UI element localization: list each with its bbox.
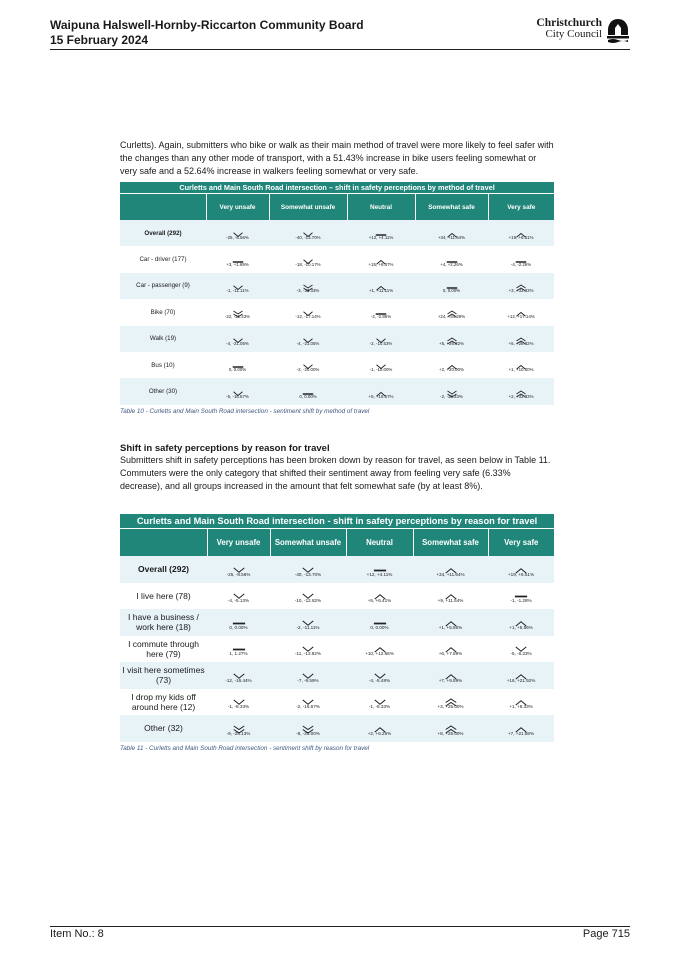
table-cell <box>488 662 554 689</box>
table-cell <box>269 246 347 272</box>
cell-value: +3, +1.69% <box>226 261 249 267</box>
single-down-chevron-icon <box>302 253 314 261</box>
row-label: Bike (70) <box>120 299 206 325</box>
single-up-chevron-icon <box>514 668 528 677</box>
table-cell <box>207 715 270 742</box>
reason-for-travel-table <box>120 514 554 742</box>
table-row <box>120 715 554 742</box>
table-row <box>120 636 554 663</box>
cell-value: -1, -11.11% <box>226 287 249 293</box>
cell-value: -2, -10.53% <box>369 340 393 346</box>
dash-icon <box>446 279 458 287</box>
double-up-chevron-icon <box>446 332 458 340</box>
single-down-chevron-icon <box>232 562 246 571</box>
logo-wordmark <box>536 18 602 40</box>
dash-icon <box>515 253 527 261</box>
table-cell <box>488 556 554 583</box>
table-row <box>120 609 554 636</box>
cell-value: +34, +11.64% <box>436 571 465 577</box>
table-cell <box>269 220 347 246</box>
cell-value: -25, -8.56% <box>226 571 251 577</box>
table-cell <box>346 636 413 663</box>
table-row <box>120 583 554 610</box>
council-logo <box>536 18 630 46</box>
cell-value: -2, -2.86% <box>370 314 392 320</box>
cell-value: -11, -13.92% <box>295 651 321 657</box>
single-down-chevron-icon <box>232 668 246 677</box>
double-down-chevron-icon <box>301 721 315 730</box>
table-cell <box>269 326 347 352</box>
table-row <box>120 662 554 689</box>
row-label: I visit here sometimes (73) <box>120 662 207 689</box>
cell-value: 0, 0.00% <box>229 624 248 630</box>
table-cell <box>206 299 269 325</box>
table-cell <box>413 609 488 636</box>
single-up-chevron-icon <box>444 641 458 650</box>
table-row <box>120 246 554 272</box>
cell-value: +8, +25.00% <box>437 730 464 736</box>
section-heading: Shift in safety perceptions by reason for travel <box>120 443 330 454</box>
table-cell <box>207 556 270 583</box>
cell-value: 0, 0.00% <box>228 367 247 373</box>
table-cell <box>488 583 554 610</box>
table-cell <box>269 299 347 325</box>
single-up-chevron-icon <box>375 385 387 393</box>
table-cell <box>270 689 346 716</box>
dash-icon <box>375 226 387 234</box>
cell-value: -12, -17.14% <box>295 314 321 320</box>
cell-value: +1, +5.56% <box>438 624 463 630</box>
single-up-chevron-icon <box>514 562 528 571</box>
table-cell <box>269 378 347 404</box>
cell-value: +6, +7.59% <box>438 651 463 657</box>
table-cell <box>488 689 554 716</box>
column-header: Very safe <box>488 529 554 557</box>
cell-value: -8, -25.00% <box>296 730 320 736</box>
column-header: Very unsafe <box>207 529 270 557</box>
dash-icon <box>514 588 528 597</box>
column-header: Somewhat unsafe <box>270 529 346 557</box>
table-cell <box>206 352 269 378</box>
cell-value: +19, +6.51% <box>507 571 535 577</box>
single-down-chevron-icon <box>232 279 244 287</box>
table-cell <box>415 378 488 404</box>
single-up-chevron-icon <box>444 615 458 624</box>
cell-value: -4, -21.05% <box>226 340 249 346</box>
dash-icon <box>302 385 314 393</box>
cell-value: +2, +33.33% <box>508 393 534 399</box>
dash-icon <box>373 562 387 571</box>
table-cell <box>415 220 488 246</box>
table-row <box>120 352 554 378</box>
column-header: Neutral <box>346 529 413 557</box>
single-down-chevron-icon <box>375 332 387 340</box>
row-label: Walk (19) <box>120 326 206 352</box>
row-label: Other (32) <box>120 715 207 742</box>
single-up-chevron-icon <box>375 279 387 287</box>
cell-value: +2, +20.00% <box>439 367 464 373</box>
single-up-chevron-icon <box>446 358 458 366</box>
table-cell <box>270 609 346 636</box>
single-down-chevron-icon <box>301 562 315 571</box>
cell-value: +3, +33.33% <box>508 287 534 293</box>
double-up-chevron-icon <box>515 332 527 340</box>
page-number: Page 715 <box>582 928 630 940</box>
table-row <box>120 689 554 716</box>
row-label: Car - driver (177) <box>120 246 206 272</box>
table-cell <box>347 273 415 299</box>
table-cell <box>488 636 554 663</box>
single-down-chevron-icon <box>301 668 315 677</box>
cell-value: -4, -5.13% <box>227 598 250 604</box>
single-down-chevron-icon <box>301 588 315 597</box>
table-cell <box>347 378 415 404</box>
table-title: Curletts and Main South Road intersection - shift in safety perceptions by reason for travel <box>120 514 554 529</box>
table-cell <box>346 556 413 583</box>
single-down-chevron-icon <box>373 668 387 677</box>
row-label: Overall (292) <box>120 220 206 246</box>
cell-value: -2, -33.33% <box>440 393 463 399</box>
cell-value: -1, -8.33% <box>368 704 391 710</box>
cell-value: -9, -28.13% <box>226 730 251 736</box>
method-of-travel-table <box>120 182 554 405</box>
cell-value: -25, -8.56% <box>226 235 249 241</box>
table-cell <box>346 583 413 610</box>
table-cell <box>346 689 413 716</box>
table-corner <box>120 194 206 221</box>
single-down-chevron-icon <box>302 226 314 234</box>
item-number: Item No.: 8 <box>50 928 104 940</box>
table-cell <box>413 636 488 663</box>
cell-value: 1, 1.27% <box>229 651 248 657</box>
cell-value: -1, -1.28% <box>510 598 532 604</box>
single-up-chevron-icon <box>375 253 387 261</box>
table-cell <box>415 299 488 325</box>
double-down-chevron-icon <box>232 721 246 730</box>
double-down-chevron-icon <box>232 305 244 313</box>
table-cell <box>488 299 554 325</box>
cell-value: +12, +4.11% <box>368 235 394 241</box>
table-cell <box>415 352 488 378</box>
table-cell <box>488 352 554 378</box>
table-caption: Table 11 - Curletts and Main South Road intersection - sentiment shift by reason for travel <box>120 744 370 752</box>
table-cell <box>206 378 269 404</box>
table-cell <box>347 299 415 325</box>
table-cell <box>270 556 346 583</box>
table-cell <box>413 689 488 716</box>
single-down-chevron-icon <box>232 332 244 340</box>
board-name: Waipuna Halswell-Hornby-Riccarton Community Board <box>50 18 364 32</box>
table-cell <box>488 326 554 352</box>
row-label: Other (30) <box>120 378 206 404</box>
cell-value: +4, +2.26% <box>440 261 463 267</box>
table-cell <box>488 715 554 742</box>
cell-value: -7, -9.59% <box>297 677 319 683</box>
single-up-chevron-icon <box>514 615 528 624</box>
dash-icon <box>232 358 244 366</box>
cell-value: +12, +17.14% <box>507 314 535 320</box>
table-cell <box>488 246 554 272</box>
single-down-chevron-icon <box>302 358 314 366</box>
single-down-chevron-icon <box>301 641 315 650</box>
single-down-chevron-icon <box>301 694 315 703</box>
cell-value: 0, 0.00% <box>442 287 461 293</box>
cell-value: +2, +6.25% <box>367 730 392 736</box>
single-up-chevron-icon <box>444 668 458 677</box>
column-header: Somewhat unsafe <box>269 194 347 221</box>
column-header: Very safe <box>488 194 554 221</box>
cell-value: -5, -6.33% <box>510 651 532 657</box>
row-label: I commute through here (79) <box>120 636 207 663</box>
intro-paragraph: Curletts). Again, submitters who bike or walk as their main method of travel were more likely to feel safer with the changes than any other mode of transport, with a 51.43% increase in bike users feeling somewhat or very safe and a 52.64% increase in walkers feeling somewhat or very safe. <box>120 140 554 176</box>
cell-value: +34, +11.64% <box>437 235 466 241</box>
dash-icon <box>232 641 246 650</box>
table-cell <box>488 273 554 299</box>
single-down-chevron-icon <box>514 641 528 650</box>
section-paragraph: Submitters shift in safety perceptions has been broken down by reason for travel, as seen below in Table 11. Commuters were the only category that shifted their sentiment away from feeling very safe (6.33% decrease), and all groups increased in the amount that felt somewhat safe (by at least 8%). <box>120 455 551 491</box>
cell-value: +9, +11.54% <box>437 598 464 604</box>
cell-value: +1, +10.00% <box>508 367 534 373</box>
cell-value: +5, +26.32% <box>508 340 534 346</box>
row-label: I live here (78) <box>120 583 207 610</box>
row-label: Overall (292) <box>120 556 207 583</box>
single-up-chevron-icon <box>446 226 458 234</box>
cell-value: -4, -21.05% <box>296 340 320 346</box>
table-cell <box>270 636 346 663</box>
table-row <box>120 273 554 299</box>
dash-icon <box>373 615 387 624</box>
cell-value: +12, +4.11% <box>366 571 393 577</box>
cell-value: +15, +8.47% <box>368 261 394 267</box>
single-up-chevron-icon <box>444 588 458 597</box>
single-up-chevron-icon <box>514 721 528 730</box>
dash-icon <box>446 253 458 261</box>
table-cell <box>347 352 415 378</box>
table-cell <box>413 662 488 689</box>
cell-value: +1, +11.11% <box>368 287 394 293</box>
table-cell <box>207 689 270 716</box>
cell-value: -3, -33.33% <box>296 287 320 293</box>
double-up-chevron-icon <box>446 305 458 313</box>
cell-value: +16, +21.92% <box>506 677 536 683</box>
column-header: Somewhat safe <box>413 529 488 557</box>
cell-value: -1, -10.00% <box>369 367 393 373</box>
dash-icon <box>232 615 246 624</box>
table-cell <box>488 378 554 404</box>
table-cell <box>270 583 346 610</box>
table-cell <box>270 715 346 742</box>
single-up-chevron-icon <box>373 641 387 650</box>
row-label: Bus (10) <box>120 352 206 378</box>
table-cell <box>413 715 488 742</box>
single-down-chevron-icon <box>232 226 244 234</box>
logo-line-2: City Council <box>545 28 602 40</box>
cell-value: -2, -16.67% <box>296 704 320 710</box>
cell-value: 0, 0.00% <box>370 624 389 630</box>
table-cell <box>413 583 488 610</box>
double-up-chevron-icon <box>515 279 527 287</box>
cell-value: +1, +8.33% <box>509 704 533 710</box>
single-up-chevron-icon <box>515 305 527 313</box>
single-down-chevron-icon <box>232 588 246 597</box>
single-down-chevron-icon <box>302 305 314 313</box>
cell-value: +5, +6.41% <box>367 598 392 604</box>
table-cell <box>347 220 415 246</box>
table-row <box>120 299 554 325</box>
cell-value: +7, +9.59% <box>438 677 463 683</box>
cell-value: -4, -2.26% <box>510 261 532 267</box>
cell-value: -22, -31.43% <box>224 314 251 320</box>
single-down-chevron-icon <box>302 332 314 340</box>
dash-icon <box>232 253 244 261</box>
meeting-date: 15 February 2024 <box>50 33 149 47</box>
cell-value: 0, 0.00% <box>299 393 317 399</box>
table-title: Curletts and Main South Road intersection – shift in safety perceptions by method of travel <box>120 182 554 194</box>
cell-value: +24, +34.29% <box>437 314 466 320</box>
cell-value: -4, -5.48% <box>368 677 391 683</box>
table-cell <box>206 220 269 246</box>
single-down-chevron-icon <box>232 385 244 393</box>
single-down-chevron-icon <box>375 358 387 366</box>
cell-value: -40, -13.70% <box>295 235 321 241</box>
table-cell <box>270 662 346 689</box>
column-header: Neutral <box>347 194 415 221</box>
single-up-chevron-icon <box>373 721 387 730</box>
table-cell <box>347 246 415 272</box>
cell-value: +3, +25.00% <box>437 704 464 710</box>
cell-value: +7, +21.88% <box>507 730 535 736</box>
cell-value: -18, -10.17% <box>295 261 321 267</box>
dash-icon <box>375 305 387 313</box>
double-down-chevron-icon <box>302 279 314 287</box>
table-row <box>120 378 554 404</box>
row-label: Car - passenger (9) <box>120 273 206 299</box>
cell-value: -5, -16.67% <box>226 393 249 399</box>
table-cell <box>347 326 415 352</box>
cell-value: -1, -8.33% <box>227 704 250 710</box>
single-up-chevron-icon <box>444 562 458 571</box>
board-info <box>50 18 364 48</box>
table-cell <box>207 636 270 663</box>
single-up-chevron-icon <box>515 358 527 366</box>
table-cell <box>207 583 270 610</box>
cell-value: +5, +16.67% <box>368 393 394 399</box>
single-down-chevron-icon <box>232 694 246 703</box>
page-footer <box>50 926 630 940</box>
single-down-chevron-icon <box>301 615 315 624</box>
table-cell <box>346 662 413 689</box>
single-up-chevron-icon <box>514 694 528 703</box>
table-cell <box>346 609 413 636</box>
cell-value: -2, -11.11% <box>296 624 320 630</box>
table-cell <box>206 246 269 272</box>
cell-value: -40, -13.70% <box>294 571 322 577</box>
single-down-chevron-icon <box>373 694 387 703</box>
logo-line-1: Christchurch <box>536 17 602 29</box>
cell-value: +5, +26.32% <box>439 340 464 346</box>
row-label: I drop my kids off around here (12) <box>120 689 207 716</box>
table-row <box>120 556 554 583</box>
table-cell <box>269 273 347 299</box>
double-up-chevron-icon <box>444 721 458 730</box>
double-up-chevron-icon <box>515 385 527 393</box>
column-header: Very unsafe <box>206 194 269 221</box>
table-cell <box>207 609 270 636</box>
table-cell <box>413 556 488 583</box>
table-cell <box>488 609 554 636</box>
page-header <box>50 18 630 50</box>
table-cell <box>269 352 347 378</box>
table-cell <box>488 220 554 246</box>
column-header: Somewhat safe <box>415 194 488 221</box>
table-caption: Table 10 - Curletts and Main South Road intersection - sentiment shift by method of travel <box>120 407 370 415</box>
cell-value: +10, +12.66% <box>365 651 394 657</box>
row-label: I have a business / work here (18) <box>120 609 207 636</box>
table-cell <box>206 273 269 299</box>
single-up-chevron-icon <box>373 588 387 597</box>
cell-value: -2, -20.00% <box>296 367 320 373</box>
cell-value: +19, +6.51% <box>508 235 534 241</box>
double-up-chevron-icon <box>444 694 458 703</box>
table-cell <box>346 715 413 742</box>
table-cell <box>206 326 269 352</box>
cell-value: -12, -16.44% <box>225 677 252 683</box>
single-up-chevron-icon <box>515 226 527 234</box>
table-row <box>120 326 554 352</box>
cell-value: -10, -12.82% <box>294 598 322 604</box>
table-corner <box>120 529 207 557</box>
table-cell <box>415 246 488 272</box>
table-cell <box>207 662 270 689</box>
christchurch-cathedral-logo-icon <box>606 18 630 44</box>
table-cell <box>415 326 488 352</box>
table-row <box>120 220 554 246</box>
cell-value: +1, +5.56% <box>509 624 533 630</box>
table-cell <box>415 273 488 299</box>
double-down-chevron-icon <box>446 385 458 393</box>
